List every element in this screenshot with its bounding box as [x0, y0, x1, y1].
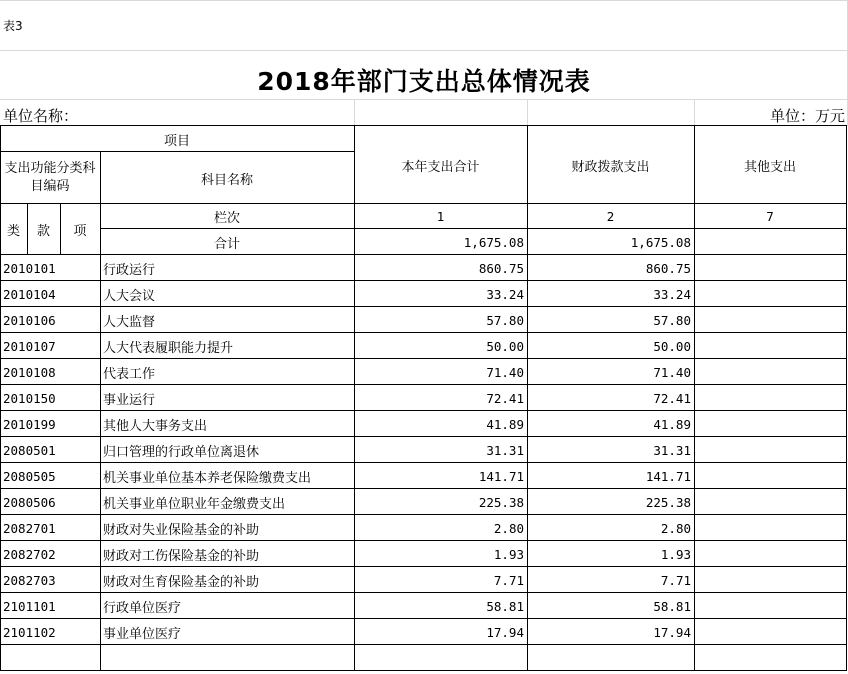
row-subject-name: 事业运行 — [103, 392, 156, 408]
row-code: 2010101 — [3, 260, 56, 276]
row-other-amount — [694, 619, 846, 645]
row-code: 2101102 — [3, 624, 56, 640]
row-subject-name: 机关事业单位职业年金缴费支出 — [103, 496, 286, 512]
row-fiscal-amount: 860.75 — [645, 260, 691, 276]
row-fiscal-amount: 141.71 — [645, 468, 691, 484]
row-code: 2010107 — [3, 338, 56, 354]
row-fiscal-amount: 58.81 — [653, 598, 691, 614]
row-code: 2080501 — [3, 442, 56, 458]
row-code: 2010150 — [3, 390, 56, 406]
row-other-amount — [694, 463, 846, 489]
row-other-amount — [694, 281, 846, 307]
row-fiscal-amount: 57.80 — [653, 312, 691, 328]
row-code: 2082703 — [3, 572, 56, 588]
total-row-label: 合计 — [213, 236, 240, 252]
row-code: 2010108 — [3, 364, 56, 380]
row-subject-name: 人大会议 — [103, 288, 156, 304]
total-other-amount — [694, 229, 846, 255]
row-fiscal-amount — [527, 645, 694, 671]
row-fiscal-amount: 41.89 — [653, 416, 691, 432]
row-code: 2010104 — [3, 286, 56, 302]
row-other-amount — [694, 359, 846, 385]
row-other-amount — [694, 437, 846, 463]
col-total-number: 1 — [436, 209, 445, 224]
header-subject-name: 科目名称 — [200, 172, 253, 188]
row-fiscal-amount: 72.41 — [653, 390, 691, 406]
row-total-amount: 141.71 — [478, 468, 524, 484]
row-subject-name: 人大代表履职能力提升 — [103, 340, 234, 356]
row-other-amount — [694, 645, 846, 671]
row-code: 2080506 — [3, 494, 56, 510]
row-other-amount — [694, 515, 846, 541]
col-other-number: 7 — [766, 209, 774, 224]
row-subject-name: 代表工作 — [103, 366, 156, 382]
row-other-amount — [694, 567, 846, 593]
header-func-class-code: 支出功能分类科目编码 — [4, 161, 96, 194]
row-other-amount — [694, 307, 846, 333]
unit-name-label: 单位名称： — [3, 106, 79, 125]
row-other-amount — [694, 593, 846, 619]
row-subject-name: 其他人大事务支出 — [103, 418, 208, 434]
row-subject-name: 财政对失业保险基金的补助 — [103, 522, 260, 538]
row-total-amount: 225.38 — [478, 494, 524, 510]
row-total-amount: 58.81 — [486, 598, 524, 614]
sheet-label: 表3 — [3, 18, 23, 33]
row-other-amount — [694, 489, 846, 515]
row-subject-name — [100, 645, 354, 671]
row-fiscal-amount: 2.80 — [660, 520, 691, 536]
row-fiscal-amount: 17.94 — [653, 624, 691, 640]
header-lanci: 栏次 — [213, 211, 240, 226]
row-subject-name: 财政对工伤保险基金的补助 — [103, 548, 260, 564]
row-fiscal-amount: 1.93 — [660, 546, 691, 562]
header-xiang: 项 — [73, 224, 87, 239]
row-fiscal-amount: 33.24 — [653, 286, 691, 302]
row-subject-name: 行政运行 — [103, 262, 156, 278]
row-fiscal-amount: 71.40 — [653, 364, 691, 380]
row-total-amount: 50.00 — [486, 338, 524, 354]
row-fiscal-amount: 225.38 — [645, 494, 691, 510]
unit-label: 单位：万元 — [769, 106, 845, 125]
row-subject-name: 行政单位医疗 — [103, 600, 182, 616]
row-total-amount: 7.71 — [493, 572, 524, 588]
page-title: 2018年部门支出总体情况表 — [257, 67, 591, 96]
header-col-fiscal: 财政拨款支出 — [571, 159, 650, 175]
row-other-amount — [694, 385, 846, 411]
col-fiscal-number: 2 — [606, 209, 615, 224]
row-total-amount: 1.93 — [493, 546, 524, 562]
row-subject-name: 财政对生育保险基金的补助 — [103, 574, 260, 590]
row-fiscal-amount: 7.71 — [660, 572, 691, 588]
row-total-amount — [354, 645, 527, 671]
row-code: 2080505 — [3, 468, 56, 484]
header-col-other: 其他支出 — [743, 159, 796, 175]
row-code — [0, 645, 100, 671]
total-fiscal-amount: 1,675.08 — [630, 234, 691, 250]
row-fiscal-amount: 50.00 — [653, 338, 691, 354]
row-other-amount — [694, 333, 846, 359]
row-other-amount — [694, 255, 846, 281]
row-subject-name: 人大监督 — [103, 314, 156, 330]
row-subject-name: 机关事业单位基本养老保险缴费支出 — [103, 470, 312, 486]
row-fiscal-amount: 31.31 — [653, 442, 691, 458]
row-code: 2082702 — [3, 546, 56, 562]
row-total-amount: 33.24 — [486, 286, 524, 302]
row-subject-name: 事业单位医疗 — [103, 626, 182, 642]
row-other-amount — [694, 411, 846, 437]
row-code: 2010199 — [3, 416, 56, 432]
row-total-amount: 72.41 — [486, 390, 524, 406]
header-project: 项目 — [163, 133, 190, 149]
row-total-amount: 2.80 — [493, 520, 524, 536]
row-other-amount — [694, 541, 846, 567]
row-total-amount: 71.40 — [486, 364, 524, 380]
row-total-amount: 860.75 — [478, 260, 524, 276]
row-code: 2101101 — [3, 598, 56, 614]
header-lei: 类 — [6, 224, 20, 239]
row-code: 2010106 — [3, 312, 56, 328]
header-col-total: 本年支出合计 — [401, 159, 480, 175]
total-amount: 1,675.08 — [463, 234, 524, 250]
header-kuan: 款 — [36, 224, 50, 239]
row-total-amount: 57.80 — [486, 312, 524, 328]
row-subject-name: 归口管理的行政单位离退休 — [103, 444, 260, 460]
row-total-amount: 41.89 — [486, 416, 524, 432]
row-total-amount: 31.31 — [486, 442, 524, 458]
row-total-amount: 17.94 — [486, 624, 524, 640]
row-code: 2082701 — [3, 520, 56, 536]
